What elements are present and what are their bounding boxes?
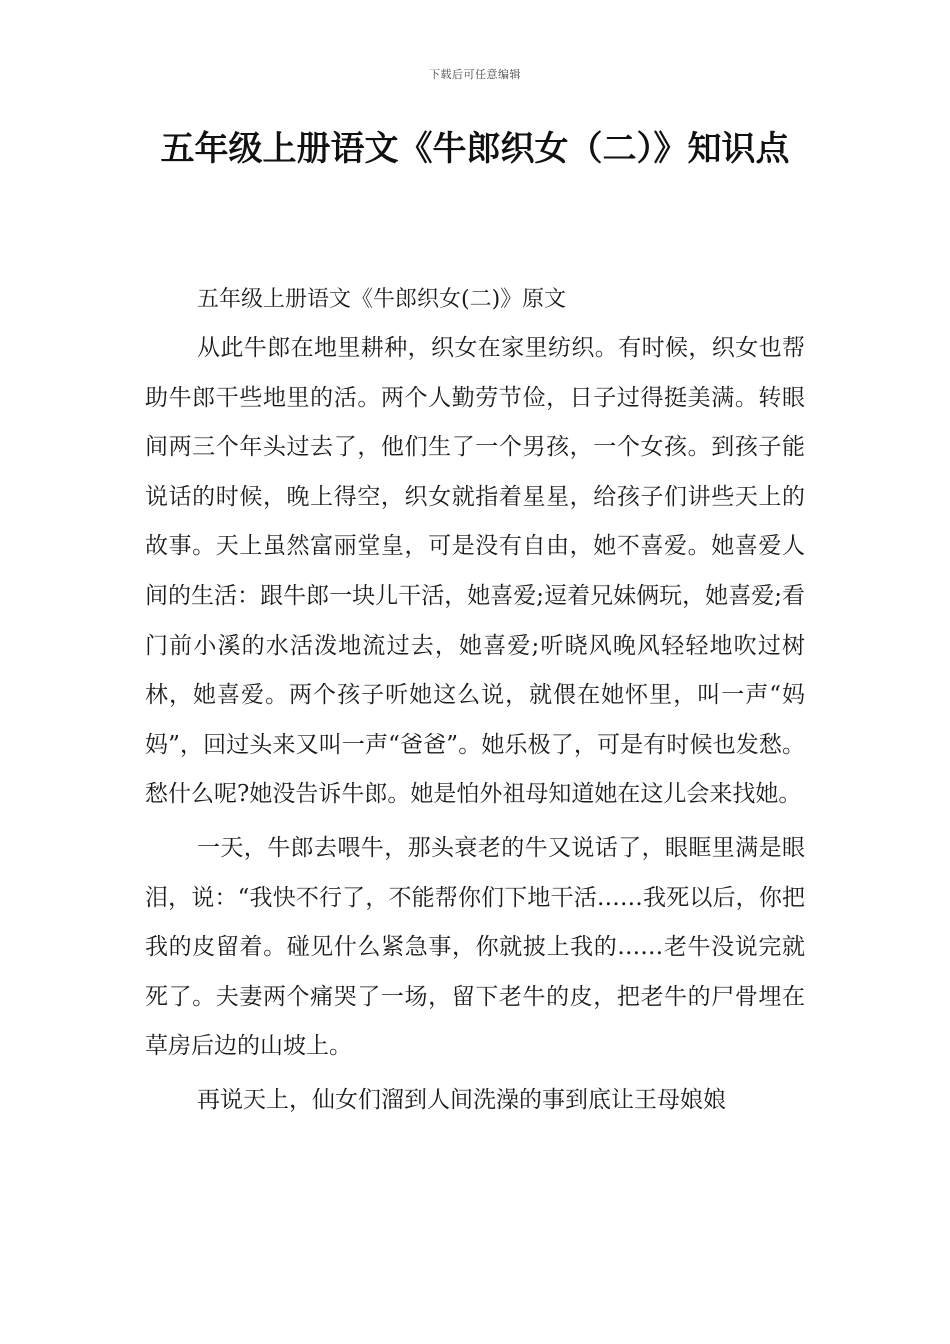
section-subtitle: 五年级上册语文《牛郎织女(二)》原文 (197, 287, 567, 312)
document-title: 五年级上册语文《牛郎织女（二）》知识点 (160, 129, 790, 169)
paragraph-1: 从此牛郎在地里耕种，织女在家里纺织。有时候，织女也帮助牛郎干些地里的活。两个人勤劳节俭，日子过得挺美满。转眼间两三个年头过去了，他们生了一个男孩，一个女孩。到孩子能说话的时候，晚上得空，织女就指着星星，给孩子们讲些天上的故事。天上虽然富丽堂皇，可是没有自由，她不喜爱。她喜爱人间的生活：跟牛郎一块儿干活，她喜爱;逗着兄妹俩玩，她喜爱;看门前小溪的水活泼地流过去，她喜爱;听晓风晚风轻轻地吹过树林，她喜爱。两个孩子听她这么说，就偎在她怀里，叫一声“妈妈”，回过头来又叫一声“爸爸”。她乐极了，可是有时候也发愁。愁什么呢?她没告诉牛郎。她是怕外祖母知道她在这儿会来找她。 (145, 335, 805, 808)
paragraph-3: 再说天上，仙女们溜到人间洗澡的事到底让王母娘娘 (197, 1086, 726, 1113)
document-body (145, 276, 805, 1126)
header-note: 下载后可任意编辑 (429, 68, 521, 81)
paragraph-2: 一天，牛郎去喂牛，那头衰老的牛又说话了，眼眶里满是眼泪，说：“我快不行了，不能帮你们下地干活……我死以后，你把我的皮留着。碰见什么紧急事，你就披上我的……老牛没说完就死了。夫妻两个痛哭了一场，留下老牛的皮，把老牛的尸骨埋在草房后边的山坡上。 (145, 834, 805, 1060)
